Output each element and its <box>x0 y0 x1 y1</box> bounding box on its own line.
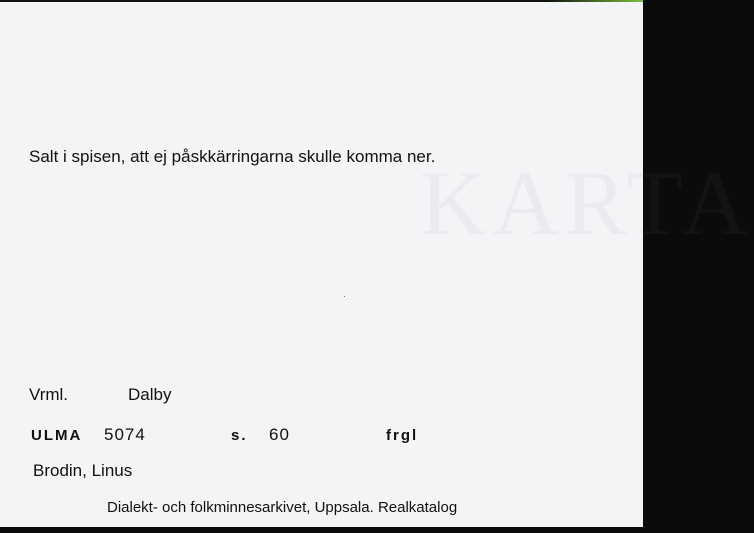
page-label: s. <box>231 427 248 444</box>
page-number: 60 <box>269 425 290 444</box>
category-code: frgl <box>386 427 419 444</box>
archive-footer: Dialekt- och folkminnesarkivet, Uppsala. Realkatalog <box>107 499 458 516</box>
ulma-label: ULMA <box>31 427 83 444</box>
place: Dalby <box>128 385 172 404</box>
ulma-number: 5074 <box>104 425 146 444</box>
paper-speck <box>344 296 345 297</box>
reverse-side-show-through: KARTA <box>420 152 754 254</box>
entry-text: Salt i spisen, att ej påskkärringarna skulle komma ner. <box>29 147 436 166</box>
province: Vrml. <box>29 385 69 404</box>
collector-name: Brodin, Linus <box>33 461 133 480</box>
